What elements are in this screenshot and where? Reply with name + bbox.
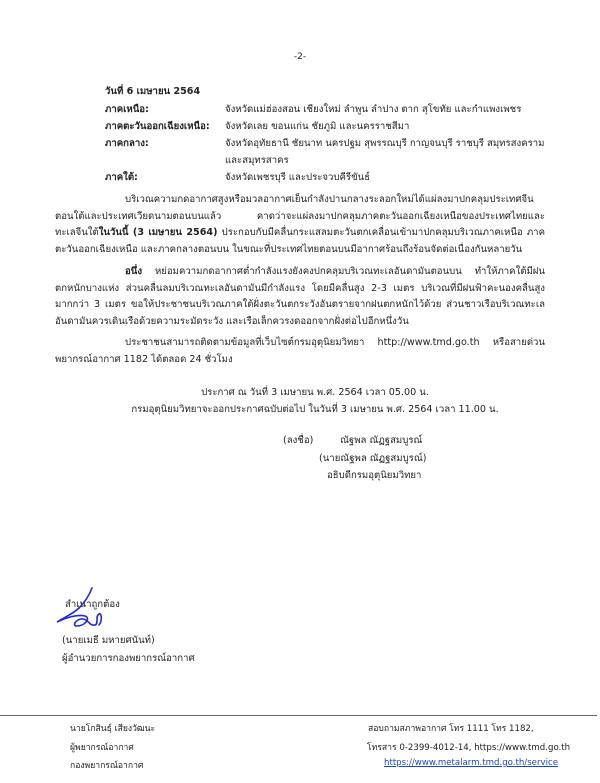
- region-label-northeast: ภาคตะวันออกเฉียงเหนือ:: [105, 121, 210, 132]
- paragraph-contact: [55, 335, 545, 368]
- handwritten-signature-icon: [55, 582, 135, 632]
- footer-forecaster-role: ผู้พยากรณ์อากาศ: [70, 743, 134, 753]
- signatory-full-name: (นายณัฐพล ณัฏฐสมบูรณ์): [319, 453, 427, 464]
- certifier-name: (นายเมธี มหายศนันท์): [62, 635, 155, 646]
- paragraph-low-pressure: [55, 264, 545, 330]
- region-label-north: ภาคเหนือ:: [105, 104, 149, 115]
- region-label-central: ภาคกลาง:: [105, 138, 149, 149]
- footer-forecaster-name: นายโกสินธุ์ เสียงวัฒนะ: [70, 724, 156, 734]
- paragraph-text: หย่อมความกดอากาศต่ำกำลังแรงยังคงปกคลุมบริเวณทะเลอันดามันตอนบน ทำให้ภาคใต้มีฝนตกหนักบางแห่ง ส่วนคลื่นลมบริเวณทะเลอันดามันมีกำลังแรง โดยมีคลื่นสูง 2-3 เมตร บริเวณที่มีฝนฟ้าคะนองคลื่นสูงมากกว่า 3 เมตร ขอให้ประชาชนบริเวณภาคใต้ฝั่งตะวันตกระวังอันตรายจากฝนตกหนักไว้ด้วย ส่วนชาวเรือบริเวณทะเลอันดามันควรเดินเรือด้วยความระมัดระวัง และเรือเล็กควรงดออกจากฝั่งต่อไปอีกหนึ่งวัน: [55, 266, 545, 327]
- paragraph-bold-lead: อนึ่ง: [125, 266, 143, 277]
- region-value-north: จังหวัดแม่ฮ่องสอน เชียงใหม่ ลำพูน ลำปาง ตาก สุโขทัย และกำแพงเพชร: [225, 104, 522, 115]
- certified-copy-label: สำเนาถูกต้อง: [65, 599, 120, 610]
- signed-label: (ลงชื่อ): [283, 435, 314, 446]
- footer-department: กองพยากรณ์อากาศ: [70, 761, 144, 771]
- paragraph-high-pressure: [55, 192, 545, 258]
- next-issue-time: กรมอุตุนิยมวิทยาจะออกประกาศฉบับต่อไป ในวันที่ 3 เมษายน พ.ศ. 2564 เวลา 11.00 น.: [131, 404, 499, 415]
- issued-time: ประกาศ ณ วันที่ 3 เมษายน พ.ศ. 2564 เวลา 05.00 น.: [201, 387, 429, 398]
- paragraph-text: ประกอบกับมีคลื่นกระแสลมตะวันตกเคลื่อนเข้ามาปกคลุมบริเวณภาคเหนือ ภาคตะวันออกเฉียงเหนือ และภาคกลางตอนบน ในขณะที่ประเทศไทยตอนบนมีอากาศร้อนถึงร้อนจัดต่อเนื่องกันหลายวัน: [55, 227, 545, 255]
- region-label-south: ภาคใต้:: [105, 172, 138, 183]
- footer-contact-phone: สอบถามสภาพอากาศ โทร 1111 โทร 1182,: [368, 724, 534, 734]
- signed-name: ณัฐพล ณัฏฐสมบูรณ์: [340, 435, 423, 446]
- page-number: -2-: [293, 52, 307, 62]
- footer-divider: [0, 715, 597, 716]
- signatory-title: อธิบดีกรมอุตุนิยมวิทยา: [327, 470, 422, 481]
- region-value-south: จังหวัดเพชรบุรี และประจวบคีรีขันธ์: [225, 172, 371, 183]
- paragraph-text: บริเวณความกดอากาศสูงหรือมวลอากาศเย็นกำลังปานกลางระลอกใหม่ได้แผ่ลงมาปกคลุมประเทศจีนตอนใต้และประเทศเวียดนามตอนบนแล้ว คาดว่าจะแผ่ลงมาปกคลุมภาคตะวันออกเฉียงเหนือของประเทศไทยและทะเลจีนใต้: [55, 194, 545, 239]
- region-value-northeast: จังหวัดเลย ขอนแก่น ชัยภูมิ และนครราชสีมา: [225, 121, 410, 132]
- forecast-date: วันที่ 6 เมษายน 2564: [105, 86, 201, 97]
- footer-service-link[interactable]: https://www.metalarm.tmd.go.th/service: [384, 758, 558, 768]
- certifier-title: ผู้อำนวยการกองพยากรณ์อากาศ: [62, 653, 195, 664]
- paragraph-bold-date: ในวันนี้ (3 เมษายน 2564): [98, 227, 218, 239]
- paragraph-text: ประชาชนสามารถติดตามข้อมูลที่เว็บไซต์กรมอุตุนิยมวิทยา http://www.tmd.go.th หรือสายด่วนพยากรณ์อากาศ 1182 ได้ตลอด 24 ชั่วโมง: [55, 337, 545, 365]
- footer-contact-fax: โทรสาร 0-2399-4012-14, https://www.tmd.go.th: [367, 743, 571, 753]
- region-value-central: จังหวัดอุทัยธานี ชัยนาท นครปฐม สุพรรณบุรี กาญจนบุรี ราชบุรี สมุทรสงคราม: [225, 138, 545, 149]
- region-value-central-cont: และสมุทรสาคร: [225, 155, 289, 166]
